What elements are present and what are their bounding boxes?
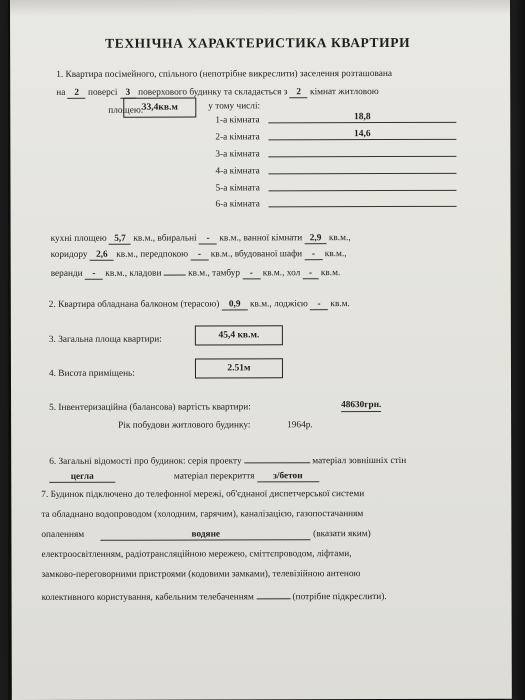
balcony-label: 2. Квартира обладнана балконом (терасою) — [48, 299, 220, 310]
closet-label: кв.м., вбудованої шафи — [210, 249, 303, 260]
hallway-label: кв.м., хол — [262, 268, 301, 279]
background-left — [0, 0, 8, 700]
kitchen-value: 5,7 — [109, 234, 131, 245]
floors-total-value: 3 — [120, 88, 136, 99]
series-label: 6. Загальні відомості про будинок: серія проекту — [49, 456, 242, 467]
underline-note: (потрібне підкреслити). — [292, 592, 387, 603]
s1-rooms-label: кімнат житловою — [310, 87, 379, 98]
veranda-line — [51, 265, 341, 280]
height-label: 4. Висота приміщень: — [48, 368, 135, 379]
room-value-2: 14,6 — [268, 129, 456, 140]
rooms-value: 2 — [290, 87, 308, 98]
room-label-3: 3-а кімната — [215, 149, 260, 160]
value-amount: 48630грн. — [341, 400, 382, 411]
hall-label: кв.м., передпокою — [116, 249, 189, 260]
walls-value: цегла — [49, 472, 115, 483]
loggia-unit: кв.м. — [330, 299, 350, 310]
s7-line5: замково-переговорними пристроями (кодовими замками), телевізійною антеною — [41, 569, 361, 580]
cable-tv-blank — [256, 589, 290, 599]
room-value-1: 18,8 — [268, 112, 456, 123]
closet-value: - — [304, 249, 322, 260]
veranda-unit: кв.м. — [320, 268, 341, 279]
room-value-3 — [268, 146, 456, 157]
total-area-label: 3. Загальна площа квартири: — [48, 334, 162, 345]
corridor-value: 2,6 — [90, 250, 114, 261]
year-label: Рік побудови житлового будинку: — [118, 420, 251, 431]
s1-building: поверхового будинку та складається з — [138, 87, 288, 98]
s2-line — [49, 299, 350, 311]
room-label-1: 1-а кімната — [215, 115, 260, 126]
balcony-value: 0,9 — [222, 299, 248, 310]
kitchen-label: кухні площею — [50, 233, 107, 244]
heating-label: опаленням — [41, 529, 85, 540]
pantry-blank — [164, 266, 186, 276]
s7-line6 — [42, 589, 387, 604]
s1-na: на — [56, 87, 66, 98]
vestibule-label: кв.м., тамбур — [188, 268, 241, 279]
wc-value: - — [199, 233, 217, 244]
ceiling-label: матеріал перекриття — [173, 471, 255, 482]
room-value-6 — [269, 196, 457, 207]
corridor-label: коридору — [50, 249, 88, 260]
height-box: 2.51м — [195, 358, 283, 378]
pantry-label: кв.м., кладови — [105, 268, 162, 279]
cable-tv-label: колективного користування, кабельним телебаченням — [41, 592, 254, 603]
room-label-6: 6-а кімната — [215, 199, 260, 210]
loggia-label: кв.м., лоджією — [249, 299, 308, 310]
living-area-box: 33,4кв.м — [123, 98, 196, 118]
document-title: ТЕХНІЧНА ХАРАКТЕРИСТИКА КВАРТИРИ — [105, 34, 411, 51]
corridor-line — [51, 249, 347, 261]
s6-line2 — [49, 471, 319, 483]
s7-line3 — [41, 529, 370, 541]
loggia-value: - — [310, 299, 328, 310]
corridor-unit: кв.м., — [324, 249, 347, 260]
series-blank — [244, 453, 310, 463]
room-label-2: 2-а кімната — [215, 132, 260, 143]
bath-value: 2,9 — [305, 233, 327, 244]
ceiling-value: з/бетон — [257, 471, 319, 482]
s6-line1 — [49, 453, 406, 468]
total-area-box: 45,4 кв.м. — [195, 325, 283, 345]
s1-poversi: поверсі — [87, 87, 118, 98]
value-label: 5. Інвентеризаційна (балансова) вартість квартири: — [49, 402, 251, 413]
room-label-4: 4-а кімната — [215, 166, 260, 177]
hall-value: - — [190, 249, 208, 260]
s7-line1: 7. Будинок підключено до телефонної мережі, об'єднаної диспетчерської системи — [41, 489, 365, 500]
kitchen-unit: кв.м., — [328, 233, 351, 244]
bath-label: кв.м., ванної кімнати — [219, 233, 303, 244]
year-value: 1964р. — [287, 420, 313, 431]
heating-note: (вказати яким) — [313, 529, 371, 540]
s1-including: у тому числі: — [208, 101, 261, 112]
heating-value: водяне — [101, 529, 311, 541]
walls-label: матеріал зовнішніх стін — [312, 455, 407, 467]
veranda-label: веранди — [50, 268, 83, 279]
s1-line1: 1. Квартира посімейного, спільного (непотрібне викреслити) заселення розташована — [56, 69, 392, 80]
room-value-5 — [268, 180, 456, 191]
vestibule-value: - — [242, 268, 260, 279]
room-label-5: 5-а кімната — [215, 183, 260, 194]
s1-line2 — [56, 87, 379, 99]
hallway-value: - — [303, 268, 319, 279]
floor-value: 2 — [68, 88, 86, 99]
s7-line4: електроосвітленням, радіотрансляційною мережею, сміттєпроводом, ліфтами, — [41, 549, 352, 560]
room-value-4 — [268, 163, 456, 174]
veranda-value: - — [85, 269, 103, 280]
document-page — [10, 0, 512, 700]
kitchen-line — [51, 233, 351, 245]
s1-area-label: площею: — [108, 105, 144, 116]
page-shadow — [10, 0, 510, 16]
wc-label: кв.м., вбиральні — [133, 233, 197, 244]
s7-line2: та обладнано водопроводом (холодним, гарячим), каналізацією, газопостачанням — [41, 509, 364, 520]
